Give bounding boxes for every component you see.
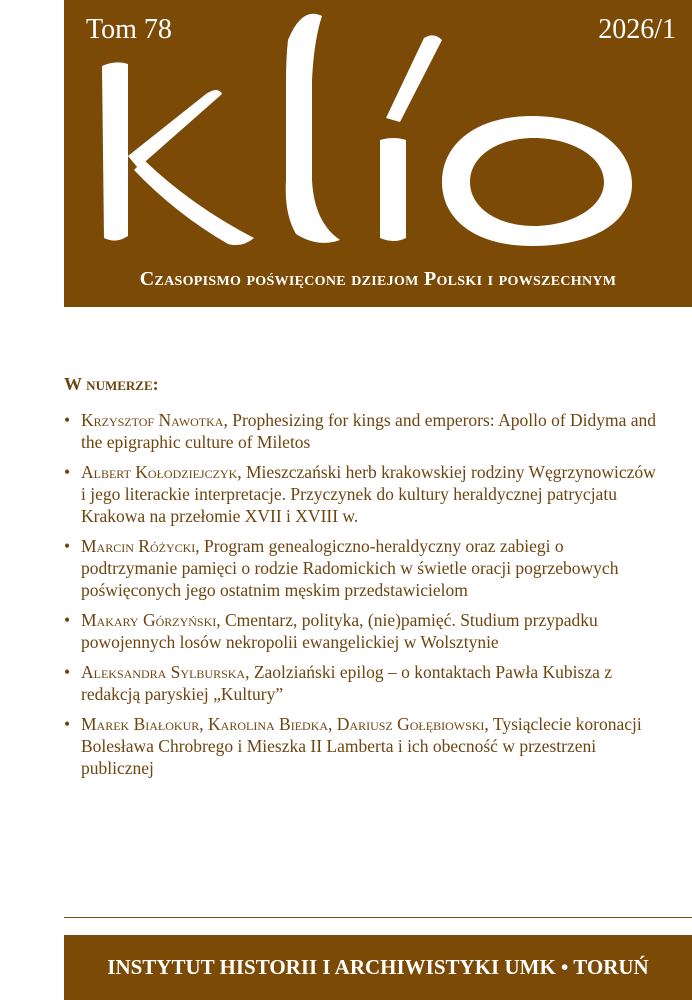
toc-author: Marek Białokur, Karolina Biedka, Dariusz Gołębiowski [81,714,485,734]
logo-letter-o [442,116,632,246]
contents-heading: W numerze: [64,374,159,394]
toc-list [64,409,664,779]
toc-title: Tysiąclecie koronacji Bolesława Chrobrego i Mieszka II Lamberta i ich obecność w przestrzeni publicznej [81,714,642,778]
bullet-icon: • [64,462,71,482]
toc-item: • Makary Górzyński, Cmentarz, polityka, (nie)pamięć. Studium przypadku powojennych losów nekropolii ewangelickiej w Wolsztynie [64,610,598,652]
cover-header [64,0,692,307]
toc-item: • Marcin Różycki, Program genealogiczno-heraldyczny oraz zabiegi o podtrzymanie pamięci o rodzie Radomickich w świetle oracji pogrzebowych poświęconych jego ostatnim męskim przedstawicielom [64,536,619,600]
toc-title: Mieszczański herb krakowskiej rodziny Węgrzynowiczów i jego literackie interpretacje. Przyczynek do kultury heraldycznej patrycjatu Krakowa na przełomie XVII i XVIII w. [81,462,656,526]
bullet-icon: • [64,662,71,682]
journal-subtitle: Czasopismo poświęcone dziejom Polski i powszechnym [139,268,617,290]
toc-item: • Krzysztof Nawotka, Prophesizing for kings and emperors: Apollo of Didyma and the epigraphic culture of Miletos [64,410,657,452]
toc-item: • Aleksandra Sylburska, Zaolziański epilog – o kontaktach Pawła Kubisza z redakcją paryskiej „Kultury” [64,662,613,704]
toc-item: • Albert Kołodziejczyk, Mieszczański herb krakowskiej rodziny Węgrzynowiczów i jego literackie interpretacje. Przyczynek do kultury heraldycznej patrycjatu Krakowa na przełomie XVII i XVIII w. [64,462,656,526]
toc-title: Cmentarz, polityka, (nie)pamięć. Studium przypadku powojennych losów nekropolii ewangelickiej w Wolsztynie [81,610,598,652]
toc-title: Prophesizing for kings and emperors: Apollo of Didyma and the epigraphic culture of Miletos [81,410,657,452]
footer-divider [64,917,692,918]
logo-letter-i-stem [380,138,406,241]
issue-number: 2026/1 [598,14,676,45]
toc-item: • Marek Białokur, Karolina Biedka, Dariusz Gołębiowski, Tysiąclecie koronacji Bolesława Chrobrego i Mieszka II Lamberta i ich obecność w przestrzeni publicznej [64,714,642,778]
journal-logo [64,0,692,307]
logo-letter-l [286,14,340,243]
toc-title: Program genealogiczno-heraldyczny oraz zabiegi o podtrzymanie pamięci o rodzie Radomickich w świetle oracji pogrzebowych poświęconych jego ostatnim męskim przedstawicielom [81,536,619,600]
bullet-icon: • [64,610,71,630]
toc-author: Albert Kołodziejczyk [81,462,238,482]
logo-letter-k-stem [102,62,128,240]
toc-author: Makary Górzyński [81,610,217,630]
toc-author: Krzysztof Nawotka [81,410,224,430]
volume-number: Tom 78 [86,14,172,45]
table-of-contents [64,374,664,787]
toc-title: Zaolziański epilog – o kontaktach Pawła Kubisza z redakcją paryskiej „Kultury” [81,662,613,704]
logo-letter-i-accent [386,35,442,122]
toc-author: Aleksandra Sylburska [81,662,246,682]
bullet-icon: • [64,536,71,556]
bullet-icon: • [64,714,71,734]
toc-author: Marcin Różycki [81,536,196,556]
bullet-icon: • [64,410,71,430]
publisher-footer: INSTYTUT HISTORII I ARCHIWISTYKI UMK • TORUŃ [64,935,692,1000]
logo-letter-k-arm [128,90,222,168]
logo-letter-k-leg [134,160,254,245]
